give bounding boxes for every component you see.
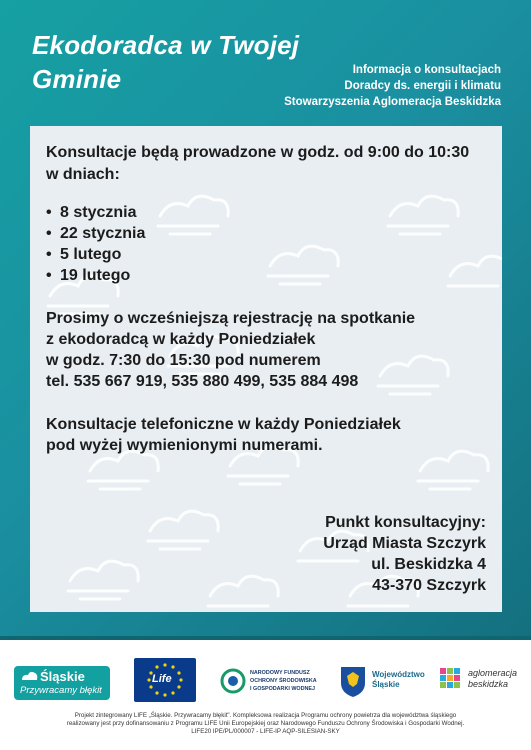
- lead-line-1: Konsultacje będą prowadzone w godz. od 9:00 do 10:30: [46, 144, 470, 161]
- wojewodztwo-logo-text: [372, 670, 425, 690]
- woj-line-1: Województwo: [372, 670, 425, 679]
- title-line-1: Ekodoradca w Twojej: [32, 30, 300, 60]
- cloud-icon: [20, 670, 38, 682]
- point-street: ul. Beskidzka 4: [371, 556, 486, 573]
- nf-line-2: OCHRONY ŚRODOWISKA: [250, 678, 317, 684]
- dates-list: [46, 202, 494, 286]
- slaskie-logo-tagline: Przywracamy błękit: [20, 685, 102, 696]
- registration-line: w godz. 7:30 do 15:30 pod numerem: [46, 352, 321, 369]
- ab-line-2: beskidzka: [468, 679, 509, 689]
- registration-line: z ekodoradcą w każdy Poniedziałek: [46, 331, 316, 348]
- consultation-point-address: [323, 512, 486, 596]
- logo-strip: [0, 650, 531, 710]
- phone-line: pod wyżej wymienionymi numerami.: [46, 437, 323, 454]
- consultation-hours: [46, 142, 494, 186]
- mosaic-icon: [438, 666, 464, 694]
- footnote-line-1: Projekt zintegrowany LIFE „Śląskie. Przywracamy błękit". Kompleksowa realizacja Programu ochrony powietrza dla województwa śląskiego: [74, 712, 457, 719]
- footnote-line-3: LIFE20 IPE/PL/000007 - LIFE-IP AQP-SILESIAN-SKY: [191, 728, 340, 735]
- ab-line-1: aglomeracja: [468, 668, 518, 678]
- life-eu-logo: [134, 658, 196, 702]
- subtitle-line-2: Doradcy ds. energii i klimatu: [344, 80, 501, 92]
- aglomeracja-logo-text: [468, 668, 517, 690]
- subtitle-line-1: Informacja o konsultacjach: [352, 64, 501, 76]
- woj-line-2: Śląskie: [372, 680, 400, 689]
- point-city: 43-370 Szczyrk: [372, 577, 486, 594]
- phone-line: Konsultacje telefoniczne w każdy Poniedziałek: [46, 416, 401, 433]
- registration-line: Prosimy o wcześniejszą rejestrację na spotkanie: [46, 310, 416, 327]
- nfosigw-logo-text: [250, 669, 334, 693]
- list-item: • 8 stycznia: [46, 202, 494, 223]
- point-heading: Punkt konsultacyjny:: [325, 514, 486, 531]
- consultation-info: [46, 142, 494, 456]
- wojewodztwo-slaskie-logo: [340, 662, 430, 702]
- footnote-line-2: realizowany jest przy dofinansowaniu z Programu LIFE Unii Europejskiej oraz Narodowego Funduszu Ochrony Środowiska i Gospodarki Wodnej.: [66, 720, 465, 727]
- list-item: • 5 lutego: [46, 244, 494, 265]
- nf-line-3: I GOSPODARKI WODNEJ: [250, 686, 315, 692]
- phone-consultation-info: [46, 414, 494, 456]
- phone-numbers: tel. 535 667 919, 535 880 499, 535 884 498: [46, 373, 359, 390]
- nf-line-1: NARODOWY FUNDUSZ: [250, 670, 310, 676]
- registration-info: [46, 308, 494, 392]
- point-name: Urząd Miasta Szczyrk: [323, 535, 486, 552]
- slaskie-logo-text: Śląskie: [40, 669, 85, 684]
- list-item: • 19 lutego: [46, 265, 494, 286]
- poster-divider: [0, 636, 531, 640]
- subtitle: [241, 62, 501, 110]
- lead-line-2: w dniach:: [46, 166, 120, 183]
- project-footnote: [10, 712, 521, 736]
- info-panel: [30, 126, 502, 612]
- slaskie-logo: [14, 666, 110, 700]
- subtitle-line-3: Stowarzyszenia Aglomeracja Beskidzka: [284, 96, 501, 108]
- nfosigw-emblem-icon: [220, 668, 246, 694]
- life-logo-text: Life: [152, 673, 172, 685]
- list-item: • 22 stycznia: [46, 223, 494, 244]
- aglomeracja-beskidzka-logo: [438, 662, 528, 702]
- nfosigw-logo: [220, 666, 330, 698]
- title-line-2: Gminie: [32, 64, 122, 94]
- coat-of-arms-icon: [340, 666, 366, 698]
